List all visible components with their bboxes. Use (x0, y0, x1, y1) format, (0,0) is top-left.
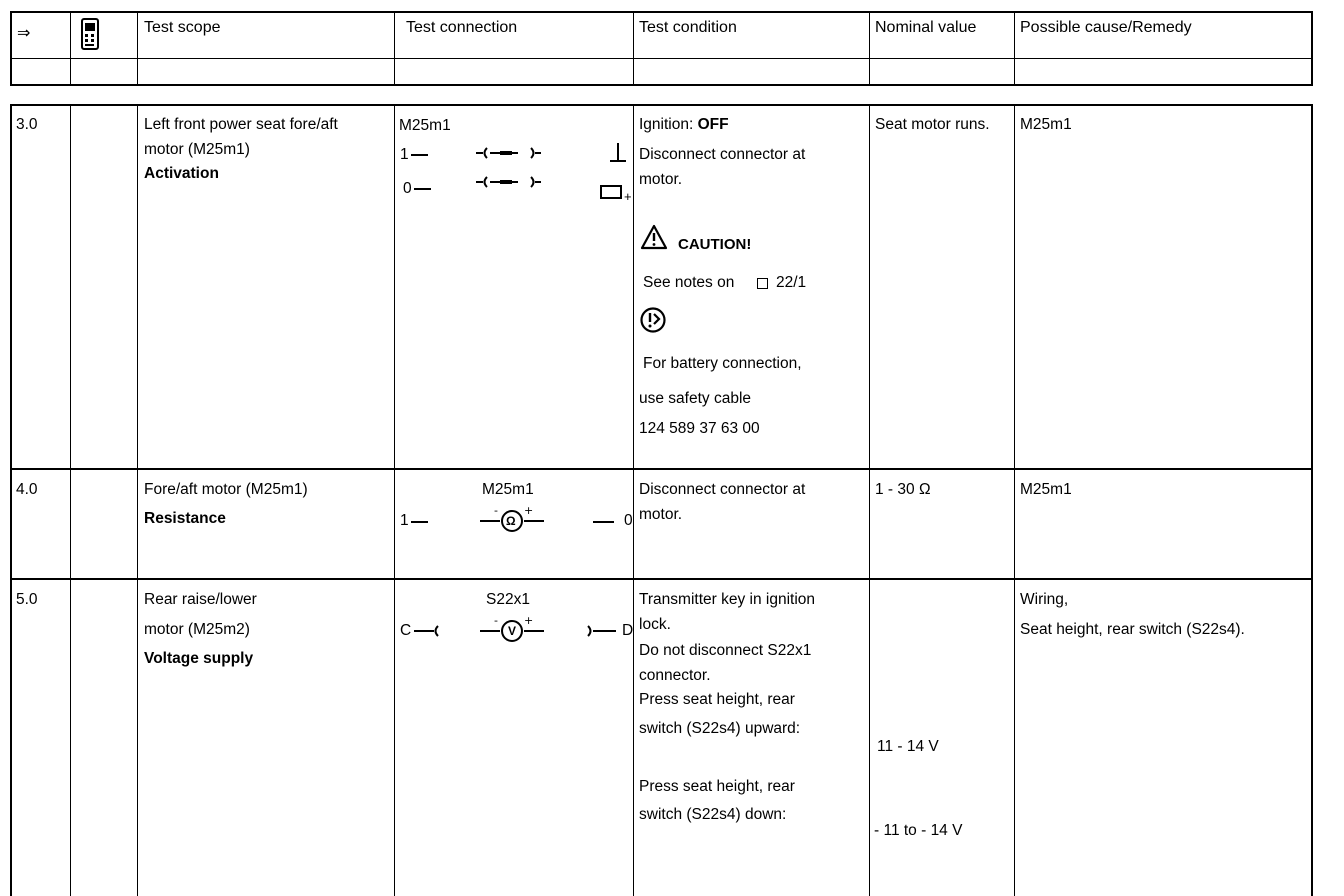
svg-text:+: + (524, 614, 534, 627)
pin-b-label: D (622, 622, 634, 639)
condition-text: Disconnect connector at (639, 481, 806, 498)
col-divider (633, 11, 634, 86)
nominal-value-up: 11 - 14 V (877, 738, 939, 755)
voltmeter-diagram (410, 614, 624, 655)
nominal-value-down: - 11 to - 14 V (874, 822, 963, 839)
part-number: 124 589 37 63 00 (639, 420, 760, 437)
col-divider (394, 104, 395, 896)
remedy-text: M25m1 (1020, 481, 1072, 498)
ignition-value: OFF (697, 116, 729, 133)
test-scope-type: Activation (144, 165, 219, 182)
test-scope-text: Left front power seat fore/aft (144, 116, 338, 133)
remedy-text: Wiring, (1020, 591, 1069, 608)
caution-text: CAUTION! (678, 236, 752, 253)
condition-text: Disconnect connector at (639, 146, 806, 163)
test-scope-text: motor (M25m2) (144, 621, 250, 638)
tester-icon (80, 17, 100, 56)
see-notes-reference: 22/1 (776, 274, 807, 291)
condition-text: Transmitter key in ignition (639, 591, 816, 608)
test-scope-type: Voltage supply (144, 650, 254, 667)
pin-a-label: C (400, 622, 412, 639)
condition-text: Press seat height, rear (639, 691, 795, 708)
header-test-connection: Test connection (406, 19, 518, 36)
header-divider (10, 58, 1313, 59)
book-reference-icon (757, 278, 768, 289)
test-scope-text: motor (M25m1) (144, 141, 250, 158)
condition-text: switch (S22s4) upward: (639, 720, 801, 737)
condition-text: motor. (639, 506, 683, 523)
connection-label: M25m1 (399, 117, 451, 134)
pin-a-label: 1 (400, 146, 409, 163)
battery-text: use safety cable (639, 390, 752, 407)
svg-text:-: - (494, 614, 498, 627)
pin-b-label: 0 (403, 180, 412, 197)
step-number: 4.0 (16, 481, 38, 498)
pin-a-label: 1 (400, 512, 409, 529)
condition-text: connector. (639, 667, 711, 684)
col-divider (1014, 11, 1015, 86)
col-divider (1014, 104, 1015, 896)
arrow-icon: ⇒ (17, 23, 31, 42)
row-divider (10, 468, 1313, 470)
header-test-condition: Test condition (639, 19, 737, 36)
row-divider (10, 578, 1313, 580)
warning-triangle-icon (640, 224, 668, 255)
col-divider (394, 11, 395, 86)
ignition-label: Ignition: (639, 116, 698, 133)
col-divider (869, 11, 870, 86)
condition-text: lock. (639, 616, 671, 633)
condition-text: Do not disconnect S22x1 (639, 642, 812, 659)
battery-text: For battery connection, (643, 355, 802, 372)
nominal-value: 1 - 30 Ω (875, 481, 931, 498)
ignition-line (639, 116, 729, 134)
col-divider (633, 104, 634, 896)
col-divider (70, 104, 71, 896)
battery-plus-label: + (624, 189, 632, 204)
test-scope-text: Rear raise/lower (144, 591, 257, 608)
col-divider (869, 104, 870, 896)
remedy-text: Seat height, rear switch (S22s4). (1020, 621, 1245, 638)
remedy-text: M25m1 (1020, 116, 1072, 133)
see-notes-text: See notes on (643, 274, 735, 291)
connection-label: S22x1 (486, 591, 530, 608)
step-number: 3.0 (16, 116, 38, 133)
condition-text: motor. (639, 171, 683, 188)
condition-text: Press seat height, rear (639, 778, 795, 795)
ohmmeter-diagram (408, 504, 626, 545)
svg-text:+: + (524, 504, 534, 517)
condition-text: switch (S22s4) down: (639, 806, 787, 823)
pin-b-label: 0 (624, 512, 633, 529)
header-remedy: Possible cause/Remedy (1020, 19, 1192, 36)
svg-text:-: - (494, 504, 498, 517)
col-divider (137, 104, 138, 896)
header-test-scope: Test scope (144, 19, 221, 36)
ohm-symbol: Ω (506, 514, 516, 528)
col-divider (137, 11, 138, 86)
connection-diagram (408, 140, 636, 211)
col-divider (70, 11, 71, 86)
test-scope-type: Resistance (144, 510, 226, 527)
nominal-value: Seat motor runs. (875, 116, 990, 133)
header-nominal-value: Nominal value (875, 19, 977, 36)
test-scope-text: Fore/aft motor (M25m1) (144, 481, 308, 498)
step-number: 5.0 (16, 591, 38, 608)
volt-symbol: V (508, 624, 517, 638)
safety-notice-icon (639, 306, 667, 339)
connection-label: M25m1 (482, 481, 534, 498)
